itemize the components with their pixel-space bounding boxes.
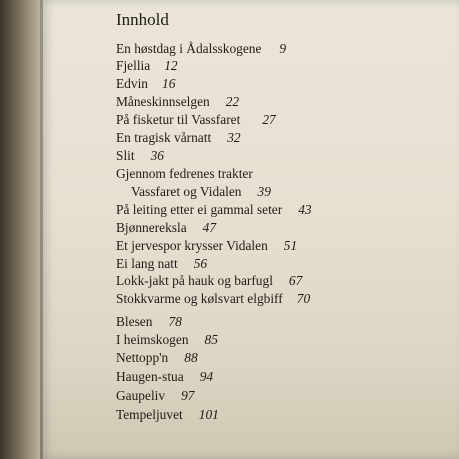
toc-entry-page: 70 <box>296 291 311 306</box>
toc-entry-page: 51 <box>283 238 298 253</box>
toc-entry-title: Stokkvarme og kølsvart elgbiff <box>116 291 283 306</box>
toc-entry-page: 67 <box>288 273 303 288</box>
toc-entry <box>116 256 207 272</box>
toc-entry-title: Tempeljuvet <box>116 407 183 422</box>
toc-entry-page: 85 <box>204 332 218 347</box>
toc-entry <box>116 388 194 404</box>
toc-entry-title: Haugen-stua <box>116 369 184 384</box>
toc-entry-title: Blesen <box>116 314 153 329</box>
toc-entry-title: Vassfaret og Vidalen <box>131 184 242 199</box>
toc-entry <box>116 407 219 423</box>
toc-entry-page: 94 <box>199 369 214 384</box>
toc-entry-title: På fisketur til Vassfaret <box>116 112 241 127</box>
toc-entry-title: Slit <box>116 148 135 163</box>
toc-entry <box>116 112 276 128</box>
toc-entry-title: Måneskinnselgen <box>116 94 210 109</box>
toc-entry <box>116 76 175 92</box>
toc-entry-title: Bjønnereksla <box>116 220 187 235</box>
toc-entry-page: 43 <box>298 202 312 217</box>
toc-entry-page: 101 <box>198 407 219 422</box>
toc-entry-page: 47 <box>202 220 217 235</box>
toc-entry <box>116 350 198 366</box>
toc-entry <box>116 220 216 236</box>
toc-entry-title: Edvin <box>116 76 148 91</box>
toc-entry-page: 16 <box>162 76 176 91</box>
toc-entry-page: 32 <box>227 130 241 145</box>
toc-entry-title: I heimskogen <box>116 332 189 347</box>
toc-entry-page: 22 <box>225 94 240 109</box>
toc-entry-title: Gjennom fedrenes trakter <box>116 166 253 181</box>
toc-entry-page: 36 <box>150 148 164 163</box>
toc-entry-page: 97 <box>181 388 195 403</box>
toc-entry <box>116 130 241 146</box>
toc-entry-title: Ei lang natt <box>116 256 178 271</box>
toc-entry <box>116 314 182 330</box>
toc-entry <box>116 291 310 307</box>
toc-entry-page: 56 <box>193 256 208 271</box>
toc-entry <box>116 369 213 385</box>
page-title: Innhold <box>116 10 169 29</box>
toc-entry-title: Fjellia <box>116 58 151 73</box>
toc-entry-title: Lokk-jakt på hauk og barfugl <box>116 273 273 288</box>
toc-entry <box>116 148 164 164</box>
toc-entry-title: En tragisk vårnatt <box>116 130 212 145</box>
toc-entry <box>116 273 302 289</box>
toc-entry-title: På leiting etter ei gammal seter <box>116 202 283 217</box>
toc-entry-page: 39 <box>257 184 271 199</box>
toc-entry <box>116 41 286 57</box>
toc-entry <box>131 184 271 200</box>
toc-entry-title: Nettopp'n <box>116 350 169 365</box>
book-page <box>40 0 459 459</box>
toc-entry <box>116 58 178 74</box>
toc-entry-page: 27 <box>262 112 276 127</box>
toc-entry-page: 9 <box>279 41 287 56</box>
toc-entry <box>116 332 218 348</box>
toc-entry <box>116 202 312 218</box>
toc-entry-page: 78 <box>168 314 182 329</box>
toc-entry <box>116 238 297 254</box>
toc-entry-page: 88 <box>184 350 198 365</box>
toc-entry-title: Gaupeliv <box>116 388 166 403</box>
toc-entry-title: Et jervespor krysser Vidalen <box>116 238 268 253</box>
toc-entry <box>116 166 253 182</box>
page-edge <box>40 0 43 459</box>
toc-entry-page: 12 <box>164 58 178 73</box>
toc-entry <box>116 94 239 110</box>
toc-entry-title: En høstdag i Ådalsskogene <box>116 41 262 56</box>
